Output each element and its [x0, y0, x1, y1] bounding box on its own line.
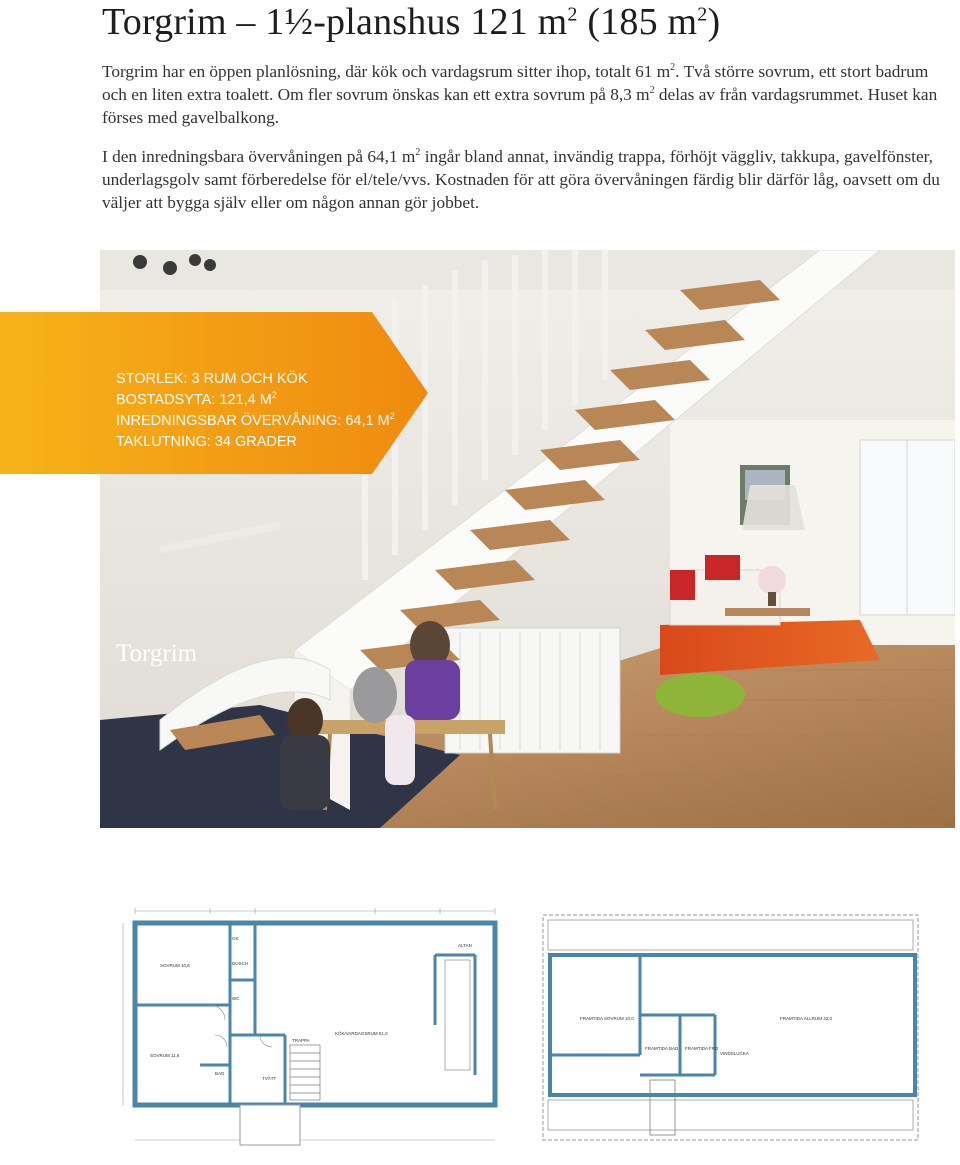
ground-floor-plan	[120, 905, 532, 1155]
label-future-bedroom: FRAMTIDA SOVRUM 10,0	[580, 1016, 634, 1021]
label-bedroom-2: SOVRUM 11,6	[150, 1053, 180, 1058]
info-upper-floor: INREDNINGSBAR ÖVERVÅNING: 64,1 $M^2$	[116, 411, 395, 429]
label-gk: GK	[232, 936, 239, 941]
label-future-bath: FRAMTIDA BAD	[645, 1046, 679, 1051]
label-laundry: TVÄTT	[262, 1076, 277, 1081]
info-living-area: BOSTADSYTA: 121,4 $M^2$	[116, 390, 277, 408]
info-box	[0, 312, 430, 667]
upper-floor-plan	[540, 905, 925, 1155]
info-box-facts	[116, 369, 395, 453]
intro-paragraph: Torgrim har en öppen planlösning, där kök och vardagsrum sitter ihop, totalt 61 $m^2$. Två större sovrum, ett stort badrum och en liten extra toalett. Om fler sovrum önskas kan ett extra sovrum på 8,3 $m^2$ delas av från vardagsrummet. Huset kan förses med gavelbalkong.	[102, 62, 938, 127]
label-bedroom-1: SOVRUM 10,6	[160, 963, 190, 968]
label-stairs: TRAPPA	[292, 1038, 310, 1043]
label-shower: DUSCH	[232, 961, 249, 966]
upper-floor-paragraph: I den inredningsbara övervåningen på 64,1 $m^2$ ingår bland annat, invändig trappa, förhöjt väggliv, takkupa, gavelfönster, underlagsgolv samt förberedelse för el/tele/vvs. Kostnaden för att göra övervåningen färdig blir därför låg, oavsett om du väljer att bygga själv eller om någon annan gör jobbet.	[102, 147, 940, 212]
info-size: STORLEK: 3 RUM OCH KÖK	[116, 371, 308, 387]
label-bath: BAD	[215, 1071, 225, 1076]
label-attic-hatch: VINDSLUCKA	[720, 1051, 749, 1056]
label-kitchen-living: KÖK/VARDAGSRUM 61,0	[335, 1031, 388, 1036]
info-box-title: Torgrim	[116, 640, 198, 667]
label-wc: WC	[232, 996, 240, 1001]
label-future-family-room: FRAMTIDA ALLRUM 42,0	[780, 1016, 833, 1021]
label-future-storage: FRAMTIDA FRD	[685, 1046, 719, 1051]
label-altan: ALTAN	[458, 943, 472, 948]
info-roof-pitch: TAKLUTNING: 34 GRADER	[116, 434, 298, 450]
page-title: Torgrim – 1½-planshus 121 $m^2$ (185 $m^2$)	[102, 1, 721, 43]
